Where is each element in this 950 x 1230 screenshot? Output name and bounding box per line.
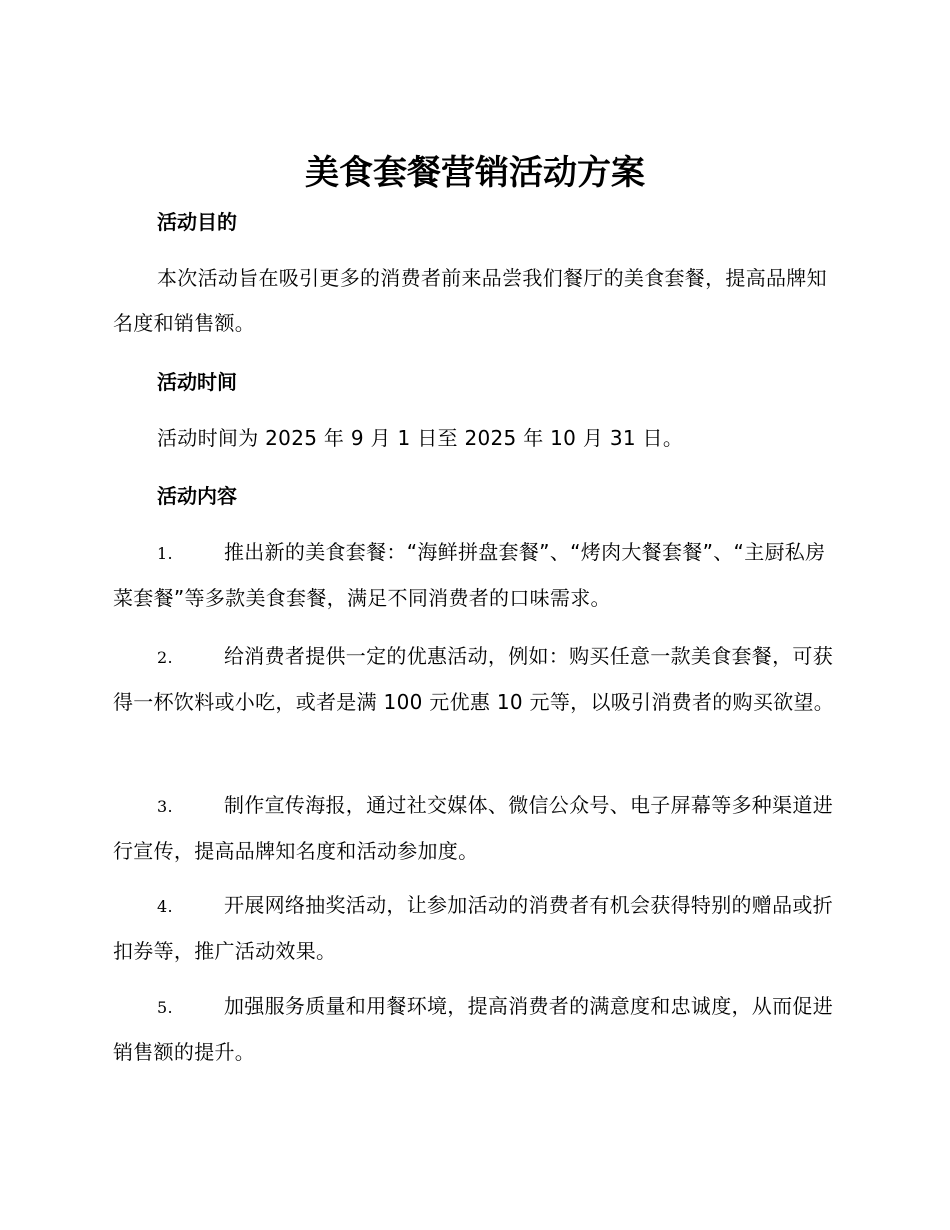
- list-item-text: 制作宣传海报，通过社交媒体、微信公众号、电子屏幕等多种渠道进行宣传，提高品牌知名度和活动参加度。: [113, 793, 833, 863]
- list-item-number: 3.: [157, 797, 173, 816]
- section-body-time: 活动时间为 2025 年 9 月 1 日至 2025 年 10 月 31 日。: [157, 426, 684, 450]
- section-heading-content: 活动内容: [157, 484, 237, 508]
- list-item-number: 1.: [157, 544, 173, 563]
- list-item-text: 给消费者提供一定的优惠活动，例如：购买任意一款美食套餐，可获得一杯饮料或小吃，或者是满 100 元优惠 10 元等，以吸引消费者的购买欲望。: [113, 644, 835, 714]
- section-heading-purpose: 活动目的: [157, 210, 237, 234]
- list-item: [113, 634, 837, 725]
- list-item-text: 推出新的美食套餐：“海鲜拼盘套餐”、“烤肉大餐套餐”、“主厨私房菜套餐”等多款美食套餐，满足不同消费者的口味需求。: [113, 540, 826, 610]
- document-title: 美食套餐营销活动方案: [305, 153, 645, 193]
- section-body-purpose: 本次活动旨在吸引更多的消费者前来品尝我们餐厅的美食套餐，提高品牌知名度和销售额。: [113, 266, 827, 335]
- list-item-number: 2.: [157, 648, 173, 667]
- list-item: [113, 783, 837, 874]
- list-item-text: 加强服务质量和用餐环境，提高消费者的满意度和忠诚度，从而促进销售额的提升。: [113, 994, 833, 1064]
- list-item-number: 4.: [157, 897, 173, 916]
- list-item: [113, 984, 837, 1075]
- list-item: [113, 883, 837, 974]
- list-item-number: 5.: [157, 998, 173, 1017]
- list-item-text: 开展网络抽奖活动，让参加活动的消费者有机会获得特别的赠品或折扣券等，推广活动效果。: [113, 893, 833, 963]
- list-item: [113, 530, 837, 621]
- section-heading-time: 活动时间: [157, 370, 237, 394]
